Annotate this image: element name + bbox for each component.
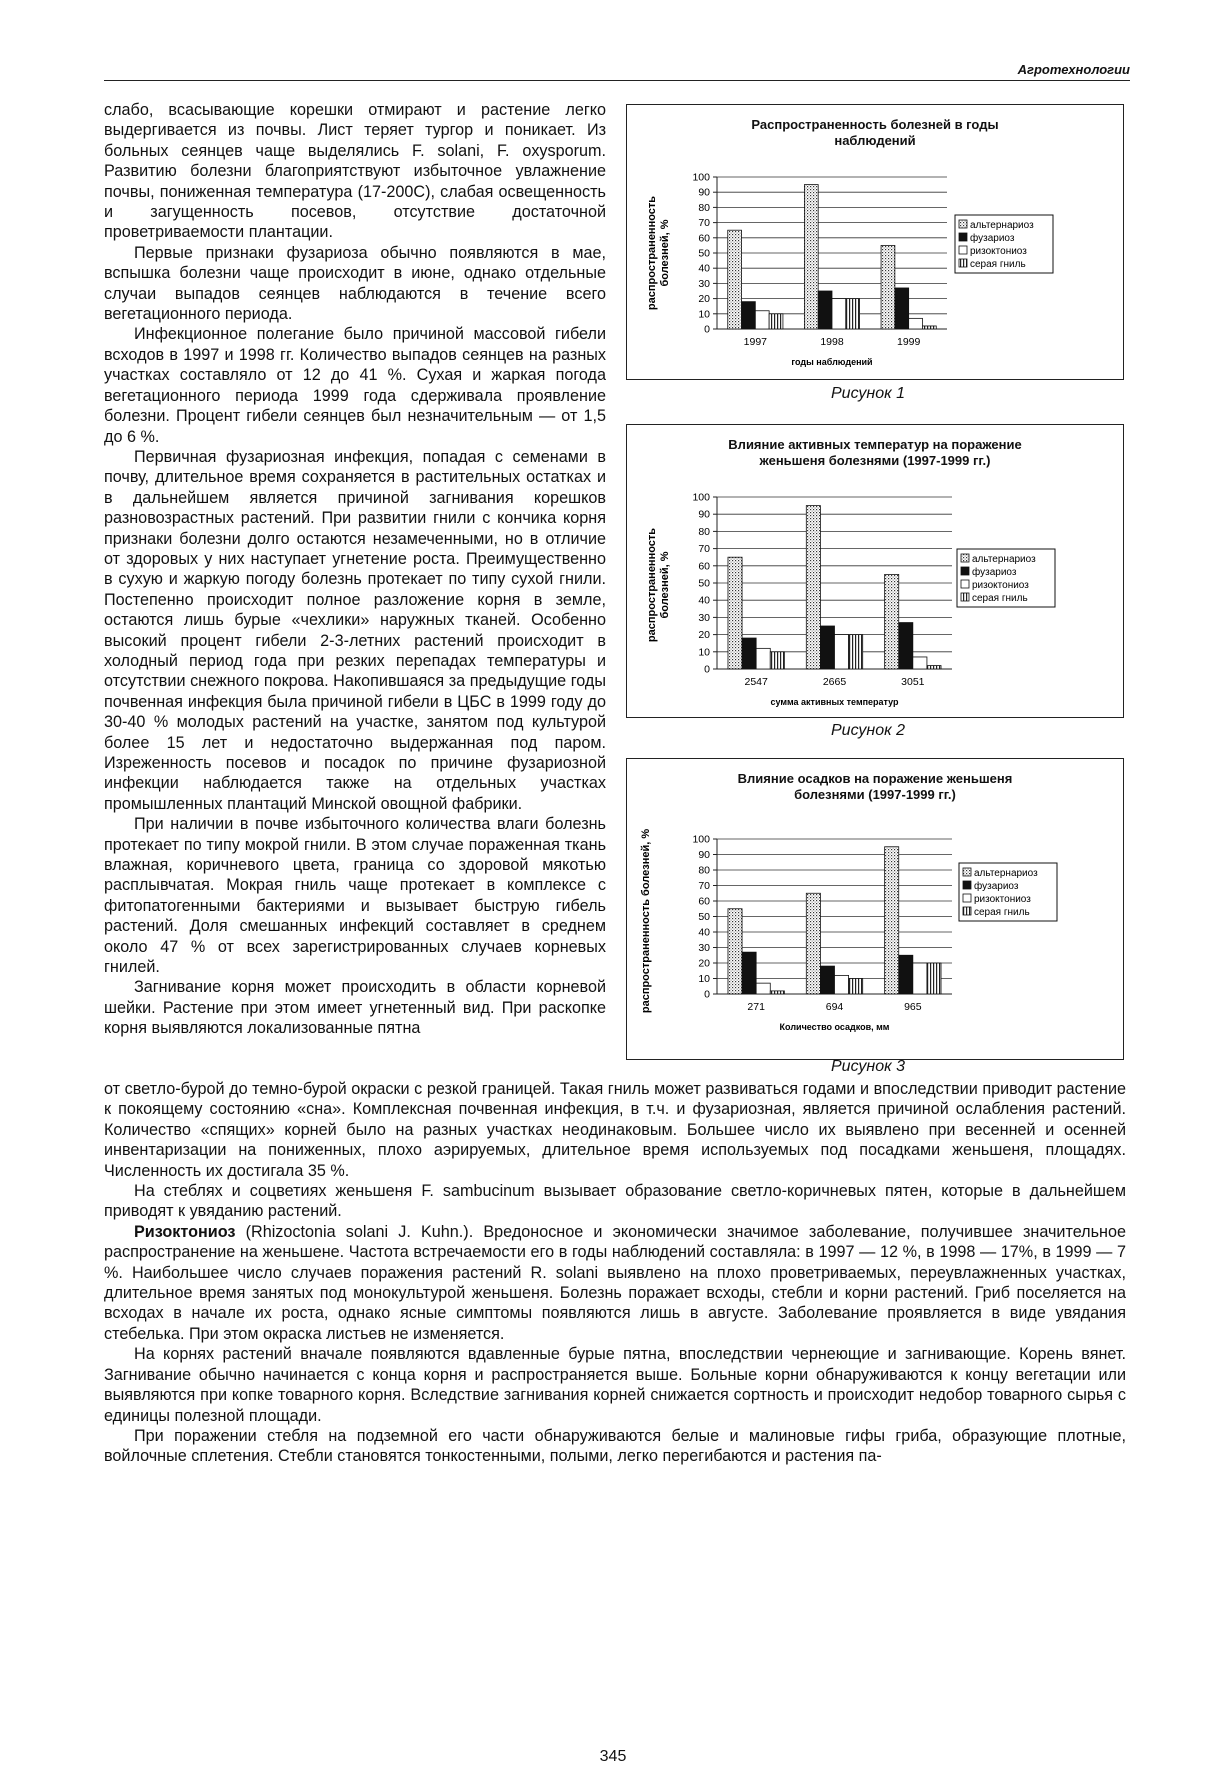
y-axis-label-line: распространенность болезней, % bbox=[640, 828, 652, 1014]
bar-альтернариоз bbox=[806, 893, 820, 994]
y-axis-label-line: распространенность bbox=[646, 195, 658, 311]
bar-ризоктониоз bbox=[913, 963, 927, 994]
figure-2-frame bbox=[626, 424, 1124, 718]
bar-серая гниль bbox=[849, 635, 863, 669]
bar-серая гниль bbox=[846, 299, 860, 329]
bar-фузариоз bbox=[742, 638, 756, 669]
bar-фузариоз bbox=[895, 288, 909, 329]
bar-серая гниль bbox=[770, 991, 784, 994]
y-tick-label: 90 bbox=[698, 186, 710, 199]
legend-swatch bbox=[963, 881, 971, 889]
bar-фузариоз bbox=[742, 302, 756, 329]
y-axis-label-line: болезней, % bbox=[659, 219, 671, 287]
y-axis-label bbox=[646, 528, 671, 642]
bar-фузариоз bbox=[818, 291, 832, 329]
paragraph: Первичная фузариозная инфекция, попадая с семенами в почву, длительное время сохраняется в растительных остатках и в дальнейшем является причиной загнивания корешков разновозрастных растений. При развитии гнили с кончика корня признаки болезни долго остаются незамеченными, но в отличие от здоровых у них наступает угнетение роста. Преимущественно в сухую и жаркую погоду болезнь протекает по типу сухой гнили. Постепенно происходит полное разложение корня в земле, остаются лишь бурые «чехлики» наружных тканей. Особенно высокий процент гибели 2-3-летних растений происходит в холодный период года при резких перепадах температуры и отсутствии снежного покрова. Накопившаяся за предыдущие годы почвенная инфекция была причиной гибели в ЦБС в 1999 году до 30-40 % молодых растений на участке, занятом под культурой более 15 лет и недостаточно выдержанная под паром. Изреженность посевов и посадок по причине фузариозной инфекции наблюдается также на отдельных участках промышленных плантаций Минской овощной фабрики. bbox=[104, 447, 606, 813]
legend-swatch bbox=[961, 554, 969, 562]
y-tick-label: 40 bbox=[698, 926, 710, 939]
x-tick-label: 2665 bbox=[822, 676, 847, 688]
figure-1-caption: Рисунок 1 bbox=[831, 385, 905, 402]
paragraph: Загнивание корня может происходить в области корневой шейки. Растение при этом имеет угнетенный вид. При раскопке корня выявляются локализованные пятна bbox=[104, 978, 606, 1038]
bar-ризоктониоз bbox=[835, 635, 849, 669]
y-tick-label: 30 bbox=[698, 277, 710, 290]
x-tick-label: 1997 bbox=[743, 336, 768, 348]
y-tick-label: 50 bbox=[698, 577, 710, 590]
paragraph: На корнях растений вначале появляются вдавленные бурые пятна, впоследствии чернеющие и загнивающие. Корень вянет. Загнивание обычно начинается с конца корня и распространяется выше. Больные корни обнаруживаются к концу вегетации или выявляются при копке товарного корня. Вследствие загнивания корней снижается сортность и происходит недобор товарного сырья с единицы полезной площади. bbox=[104, 1345, 1126, 1425]
legend-label: ризоктониоз bbox=[970, 246, 1027, 257]
y-tick-label: 60 bbox=[698, 560, 710, 573]
bar-ризоктониоз bbox=[913, 657, 927, 669]
x-axis-label: Количество осадков, мм bbox=[779, 1022, 890, 1032]
figure-2-title: Влияние активных температур на поражение женьшеня болезнями (1997-1999 гг.) bbox=[728, 437, 1022, 468]
page-number: 345 bbox=[599, 1748, 627, 1765]
y-axis-label bbox=[640, 829, 652, 1013]
bar-ризоктониоз bbox=[756, 648, 770, 669]
bar-фузариоз bbox=[899, 623, 913, 669]
bar-серая гниль bbox=[770, 652, 784, 669]
bar-ризоктониоз bbox=[835, 975, 849, 994]
x-tick-label: 2547 bbox=[744, 676, 768, 688]
y-tick-label: 0 bbox=[704, 323, 710, 336]
bar-фузариоз bbox=[820, 626, 834, 669]
paragraph: При поражении стебля на подземной его части обнаруживаются белые и малиновые гифы гриба, образующие плотные, войлочные сплетения. Стебли становятся тонкостенными, полыми, легко перегибаются и растения па- bbox=[104, 1426, 1126, 1466]
bar-фузариоз bbox=[820, 966, 834, 994]
y-tick-label: 70 bbox=[698, 217, 710, 230]
figure-3-caption: Рисунок 3 bbox=[831, 1058, 905, 1075]
legend-label: серая гниль bbox=[974, 907, 1030, 918]
figure-2-caption: Рисунок 2 bbox=[831, 722, 905, 739]
y-tick-label: 70 bbox=[698, 543, 710, 556]
paragraph bbox=[104, 1222, 1126, 1344]
bar-альтернариоз bbox=[728, 909, 742, 994]
header-rule bbox=[104, 80, 1130, 81]
legend-swatch bbox=[963, 907, 971, 915]
legend-swatch bbox=[961, 567, 969, 575]
legend-label: ризоктониоз bbox=[972, 580, 1029, 591]
paragraph: Инфекционное полегание было причиной массовой гибели всходов в 1997 и 1998 гг. Количество выпадов сеянцев на разных участках составляло от 12 до 41 %. Сухая и жаркая погода вегетационного периода 1999 года сдерживала проявление болезни. Процент гибели сеянцев был незначительным — от 1,5 до 6 %. bbox=[104, 325, 606, 446]
legend-label: серая гниль bbox=[972, 593, 1028, 604]
bar-фузариоз bbox=[742, 952, 756, 994]
y-axis-label-line: распространенность bbox=[646, 527, 658, 643]
bar-ризоктониоз bbox=[909, 318, 923, 329]
y-tick-label: 80 bbox=[698, 864, 710, 877]
y-tick-label: 20 bbox=[698, 957, 710, 970]
left-column-text bbox=[104, 100, 606, 1039]
bar-ризоктониоз bbox=[756, 983, 770, 994]
full-width-text bbox=[104, 1079, 1126, 1467]
y-tick-label: 100 bbox=[692, 833, 710, 846]
paragraph: слабо, всасывающие корешки отмирают и растение легко выдергивается из почвы. Лист теряет тургор и поникает. Из больных сеянцев чаще выделялись F. solani, F. oxysporum. Развитию болезни благоприятствуют избыточное увлажнение почвы, пониженная температура (17-200С), слабая освещенность и загущенность посевов, отсутствие достаточной проветриваемости плантации. bbox=[104, 101, 606, 242]
bar-альтернариоз bbox=[885, 847, 899, 994]
y-tick-label: 30 bbox=[698, 611, 710, 624]
paragraph-body: (Rhizoctonia solani J. Kuhn.). Вредоносное и экономически значимое заболевание, получившее значительное распространение на женьшене. Частота встречаемости его в годы наблюдений составляла: в 1997 — 12 %, в 1998 — 17%, в 1999 — 7 %. Наибольшее число случаев поражения растений R. solani выявлено на плохо проветриваемых, переувлажненных участках, длительное время занятых под монокультурой женьшеня. Болезнь поражает всходы, стебли и корни растений. Гриб поселяется на всходах в начале их роста, однако ясные симптомы появляются лишь в августе. Заболевание проявляется в виде увядания стебелька. При этом окраска листьев не изменяется. bbox=[104, 1222, 1126, 1343]
figure-1-chart bbox=[627, 105, 1123, 379]
y-tick-label: 90 bbox=[698, 849, 710, 861]
paragraph: Первые признаки фузариоза обычно появляются в мае, вспышка болезни чаще происходит в июне, однако отдельные случаи выпадов сеянцев наблюдаются в течение всего вегетационного периода. bbox=[104, 243, 606, 324]
term-rhizoctonia: Ризоктониоз bbox=[134, 1222, 236, 1241]
y-tick-label: 30 bbox=[698, 942, 710, 954]
y-tick-label: 100 bbox=[692, 491, 710, 504]
legend-label: альтернариоз bbox=[970, 220, 1034, 231]
x-axis-label: сумма активных температур bbox=[770, 697, 899, 707]
y-tick-label: 20 bbox=[698, 293, 710, 306]
legend-swatch bbox=[959, 233, 967, 241]
y-tick-label: 60 bbox=[698, 232, 710, 245]
bar-серая гниль bbox=[849, 979, 863, 995]
y-tick-label: 0 bbox=[704, 663, 710, 676]
figure-3-frame bbox=[626, 758, 1124, 1060]
y-tick-label: 60 bbox=[698, 895, 710, 908]
legend-label: серая гниль bbox=[970, 259, 1026, 270]
figure-3-title: Влияние осадков на поражение женьшеня болезнями (1997-1999 гг.) bbox=[737, 771, 1013, 802]
y-tick-label: 50 bbox=[698, 911, 710, 923]
y-axis-label-line: болезней, % bbox=[659, 551, 671, 619]
bar-альтернариоз bbox=[804, 185, 818, 329]
legend-label: ризоктониоз bbox=[974, 894, 1031, 905]
y-tick-label: 70 bbox=[698, 880, 710, 892]
x-tick-label: 1999 bbox=[896, 336, 921, 348]
bar-фузариоз bbox=[899, 955, 913, 994]
running-header: Агротехнологии bbox=[1017, 62, 1130, 77]
y-tick-label: 10 bbox=[698, 646, 710, 659]
y-tick-label: 100 bbox=[692, 171, 710, 184]
y-tick-label: 10 bbox=[698, 308, 710, 321]
y-tick-label: 0 bbox=[704, 988, 710, 1001]
y-tick-label: 40 bbox=[698, 262, 710, 275]
x-tick-label: 271 bbox=[747, 1001, 765, 1013]
bar-серая гниль bbox=[769, 314, 783, 329]
legend-label: фузариоз bbox=[970, 233, 1015, 244]
y-axis-label bbox=[646, 196, 671, 310]
legend-swatch bbox=[959, 220, 967, 228]
bar-альтернариоз bbox=[885, 574, 899, 669]
x-tick-label: 1998 bbox=[820, 336, 844, 348]
y-tick-label: 90 bbox=[698, 508, 710, 521]
paragraph: При наличии в почве избыточного количества влаги болезнь протекает по типу мокрой гнили. В этом случае пораженная ткань влажная, коричневого цвета, граница со здоровой мякотью расплывчатая. Мокрая гниль чаще протекает в комплексе с фитопатогенными бактериями и вызывает быструю гибель растений. Доля смешанных инфекций составляет в среднем около 47 % от всех зарегистрированных случаев корневых гнилей. bbox=[104, 815, 606, 977]
y-tick-label: 50 bbox=[698, 247, 710, 260]
x-axis-label: годы наблюдений bbox=[791, 357, 873, 367]
bar-серая гниль bbox=[922, 326, 936, 329]
bar-серая гниль bbox=[927, 963, 941, 994]
bar-ризоктониоз bbox=[755, 311, 769, 329]
paragraph: На стеблях и соцветиях женьшеня F. sambucinum вызывает образование светло-коричневых пятен, которые в дальнейшем приводят к увяданию растений. bbox=[104, 1182, 1126, 1221]
legend-swatch bbox=[961, 580, 969, 588]
bar-ризоктониоз bbox=[832, 299, 846, 329]
legend-swatch bbox=[963, 894, 971, 902]
y-tick-label: 40 bbox=[698, 594, 710, 607]
legend-label: фузариоз bbox=[974, 881, 1019, 892]
bar-альтернариоз bbox=[806, 506, 820, 669]
bar-альтернариоз bbox=[728, 230, 742, 329]
bar-альтернариоз bbox=[728, 557, 742, 669]
legend-label: альтернариоз bbox=[972, 554, 1036, 565]
bar-серая гниль bbox=[927, 666, 941, 669]
x-tick-label: 965 bbox=[904, 1001, 922, 1013]
y-tick-label: 20 bbox=[698, 629, 710, 642]
legend-swatch bbox=[963, 868, 971, 876]
figure-2-chart bbox=[627, 425, 1123, 717]
legend-label: фузариоз bbox=[972, 567, 1017, 578]
paragraph: от светло-бурой до темно-бурой окраски с резкой границей. Такая гниль может развиваться годами и впоследствии приводит растение к покоящему состоянию «сна». Комплексная почвенная инфекция, в т.ч. и фузариозная, является причиной ослабления растений. Количество «спящих» корней было на разных участках неодинаковым. Большее число их выявлено при весенней и осенней инвентаризации на пониженных, плохо аэрируемых, длительное время используемых под посадками женьшеня, площадях. Численность их достигала 35 %. bbox=[104, 1080, 1126, 1180]
figure-3-chart bbox=[627, 759, 1123, 1059]
y-tick-label: 80 bbox=[698, 201, 710, 214]
figure-1-title: Распространенность болезней в годы наблюдений bbox=[751, 117, 999, 148]
legend-swatch bbox=[961, 593, 969, 601]
x-tick-label: 3051 bbox=[901, 676, 925, 688]
y-tick-label: 80 bbox=[698, 525, 710, 538]
legend-swatch bbox=[959, 246, 967, 254]
legend-label: альтернариоз bbox=[974, 868, 1038, 879]
figure-1-frame bbox=[626, 104, 1124, 380]
bar-альтернариоз bbox=[881, 245, 895, 329]
x-tick-label: 694 bbox=[825, 1001, 844, 1013]
legend-swatch bbox=[959, 259, 967, 267]
y-tick-label: 10 bbox=[698, 973, 710, 985]
